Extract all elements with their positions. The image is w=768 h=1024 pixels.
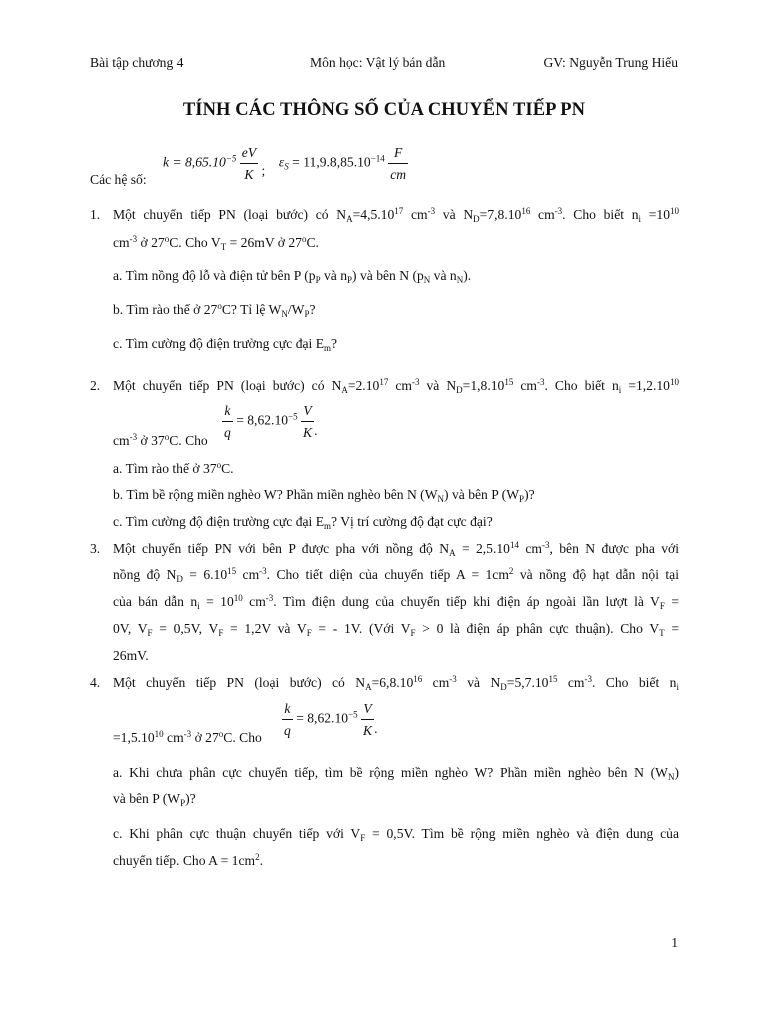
eps-symbol: ε [278, 154, 285, 170]
problem-4-part-c-line-2: chuyển tiếp. Cho $A = 1cm^2$. [113, 852, 263, 868]
page-header [90, 55, 678, 75]
problem-1-number: 1. [90, 207, 101, 222]
problem-4-kq-formula: $\frac{k}{q}$ = $8,62.10^{-5}$ $\frac{V}{K}$ . [284, 701, 378, 738]
problem-1-part-b: b. Tìm rào thế ở 27$^o$C? Tỉ lệ $W_N/W_P$? [113, 301, 316, 319]
document-title: TÍNH CÁC THÔNG SỐ CỦA CHUYỂN TIẾP PN [182, 100, 586, 120]
header-course: Môn học: Vật lý bán dẫn [310, 55, 446, 70]
problem-4-part-c-line-1: c. Khi phân cực thuận chuyển tiếp với $V_F = 0,5V$. Tìm bề rộng miền nghèo và điện dung của [113, 826, 679, 843]
k-unit-num: eV [240, 146, 258, 164]
problem-4-part-a-line-2: và bên P $(W_P)$? [113, 791, 196, 808]
problem-2-part-a: a. Tìm rào thế ở 37$^o$C. [113, 460, 234, 476]
problem-2-number: 2. [90, 378, 101, 393]
constants-label: Các hệ số: [90, 172, 147, 187]
eps-exp: −14 [370, 153, 385, 164]
problem-3-line-5: 26mV. [113, 648, 149, 663]
header-instructor: GV: Nguyễn Trung Hiếu [543, 55, 678, 70]
problem-4-number: 4. [90, 675, 101, 690]
page-number: 1 [671, 935, 678, 950]
problem-3-line-3: của bán dẫn $n_i = 10^{10}$ $cm^{-3}$. Tìm điện dung của chuyển tiếp khi điện áp ngoài lần lượt là $V_F$ = [113, 593, 679, 611]
problem-1-part-c: c. Tìm cường độ điện trường cực đại $E_m$? [113, 336, 338, 353]
problem-1-line-1: Một chuyển tiếp PN (loại bước) có $N_A=4,5.10^{17}$ $cm^{-3}$ và $N_D=7,8.10^{16}$ $cm^{-3}$. Cho biết $n_i =10^{10}$ [113, 206, 680, 224]
k-unit-fraction [240, 146, 258, 181]
problem-4-part-a-line-1: a. Khi chưa phân cực chuyển tiếp, tìm bề rộng miền nghèo W? Phần miền nghèo bên N $(W_N)$ [113, 765, 679, 782]
eps-rhs: = 11,9.8,85.10 [288, 154, 371, 170]
problem-2-line-2: $cm^{-3}$ ở 37$^o$C. Cho [113, 432, 208, 448]
problem-1-part-a: a. Tìm nồng độ lỗ và điện tử bên P ($p_P$ và $n_P$) và bên N ($p_N$ và $n_N$). [113, 268, 472, 285]
k-unit-den: K [244, 166, 254, 182]
problem-2-part-b: b. Tìm bề rộng miền nghèo W? Phần miền nghèo bên N $(W_N)$ và bên P $(W_P)$? [113, 487, 535, 504]
problem-3-line-2: nồng độ $N_D = 6.10^{15}$ $cm^{-3}$. Cho tiết diện của chuyển tiếp $A = 1cm^2$ và nồng độ hạt dẫn nội tại [113, 566, 679, 584]
k-exp: −5 [225, 153, 237, 164]
problem-4-line-2: $=1,5.10^{10}$ $cm^{-3}$ ở 27$^o$C. Cho [113, 729, 262, 745]
eps-unit-num: F [388, 146, 408, 164]
header-chapter: Bài tập chương 4 [90, 55, 184, 70]
problem-3-line-4: 0V, $V_F = 0,5V$, $V_F = 1,2V$ và $V_F$ = - 1V. (Với $V_F > 0$ là điện áp phân cực thuận). Cho $V_T$ = [113, 621, 679, 638]
problem-3-number: 3. [90, 541, 101, 556]
problem-2-line-1: Một chuyển tiếp PN (loại bước) có $N_A=2.10^{17}$ $cm^{-3}$ và $N_D=1,8.10^{15}$ $cm^{-3}$. Cho biết $n_i =1,2.10^{10}$ [113, 377, 679, 395]
problem-4-line-1: Một chuyển tiếp PN (loại bước) có $N_A=6,8.10^{16}$ $cm^{-3}$ và $N_D=5,7.10^{15}$ $cm^{-3}$. Cho biết $n_i$ [113, 674, 679, 692]
problem-3-line-1: Một chuyển tiếp PN với bên P được pha với nồng độ $N_A = 2,5.10^{14}$ $cm^{-3}$, bên N được pha với [113, 540, 680, 558]
problem-2-kq-formula: $\frac{k}{q}$ = $8,62.10^{-5}$ $\frac{V}{K}$ . [224, 403, 318, 440]
eps-unit-fraction [388, 146, 408, 181]
problem-1-line-2: $cm^{-3}$ ở 27$^o$C. Cho $V_T = 26mV$ ở 27$^o$C. [113, 234, 319, 252]
problem-2-part-c: c. Tìm cường độ điện trường cực đại $E_m$? Vị trí cường độ đạt cực đại? [113, 514, 493, 531]
k-lhs: k = 8,65.10 [163, 154, 226, 170]
constants-formula [163, 146, 408, 181]
eps-unit-den: cm [390, 166, 407, 182]
eps-sub: S [284, 161, 289, 172]
constants-separator: ; [261, 162, 266, 178]
